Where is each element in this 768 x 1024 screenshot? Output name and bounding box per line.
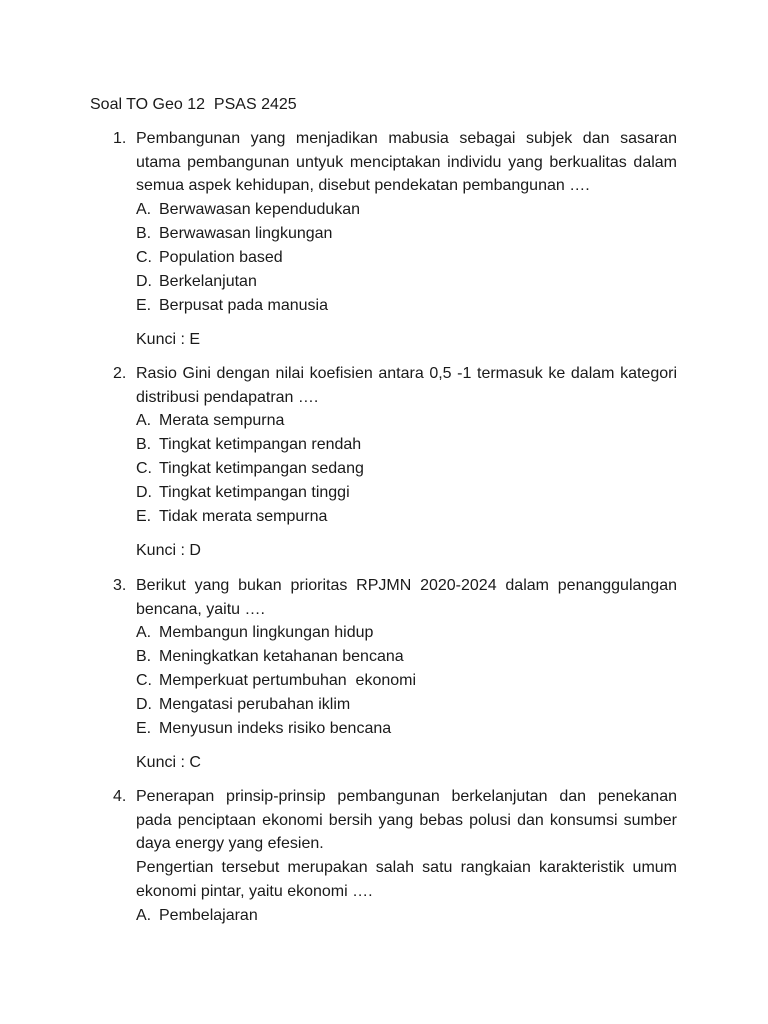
option-letter: A. [136, 906, 152, 924]
option-letter: D. [136, 273, 152, 291]
answer-key: Kunci : C [136, 754, 201, 772]
option-a [136, 621, 677, 645]
option-text: Meningkatkan ketahanan bencana [159, 648, 404, 666]
question-text: Berikut yang bukan prioritas RPJMN 2020-2024 dalam penanggulangan bencana, yaitu …. [136, 577, 677, 618]
option-b [136, 645, 677, 669]
question-body [136, 574, 677, 775]
question-text-continued: Pengertian tersebut merupakan salah satu rangkaian karakteristik umum ekonomi pintar, yaitu ekonomi …. [136, 859, 677, 900]
option-letter: A. [136, 412, 152, 430]
option-letter: D. [136, 696, 152, 714]
option-text: Memperkuat pertumbuhan ekonomi [159, 672, 417, 690]
question-body [136, 127, 677, 352]
question-text: Penerapan prinsip-prinsip pembangunan berkelanjutan dan penekanan pada penciptaan ekonomi bersih yang bebas polusi dan konsumsi sumber daya energy yang efesien. [136, 788, 677, 853]
option-text: Tidak merata sempurna [159, 508, 328, 526]
option-letter: B. [136, 225, 152, 243]
option-letter: A. [136, 201, 152, 219]
answer-key: Kunci : D [136, 542, 201, 560]
question-number: 3. [113, 577, 127, 594]
option-a [136, 198, 677, 222]
option-letter: E. [136, 297, 152, 315]
question-text: Pembangunan yang menjadikan mabusia sebagai subjek dan sasaran utama pembangunan untyuk menciptakan individu yang berkualitas dalam semua aspek kehidupan, disebut pendekatan pembangunan …. [136, 130, 677, 195]
option-e [136, 505, 677, 529]
option-letter: B. [136, 648, 152, 666]
option-list [136, 409, 677, 529]
option-text: Berwawasan kependudukan [159, 201, 361, 219]
option-letter: E. [136, 720, 152, 738]
option-d [136, 481, 677, 505]
question-body [136, 362, 677, 563]
option-text: Berpusat pada manusia [159, 297, 328, 315]
question-number: 4. [113, 788, 127, 805]
document-title: Soal TO Geo 12 PSAS 2425 [90, 96, 297, 113]
option-text: Mengatasi perubahan iklim [159, 696, 351, 714]
option-text: Pembelajaran [159, 906, 258, 924]
answer-key: Kunci : E [136, 331, 201, 349]
option-b [136, 222, 677, 246]
option-c [136, 246, 677, 270]
question-text: Rasio Gini dengan nilai koefisien antara 0,5 -1 termasuk ke dalam kategori distribusi pendapatran …. [136, 365, 677, 406]
option-letter: B. [136, 436, 152, 454]
option-text: Menyusun indeks risiko bencana [159, 720, 392, 738]
option-text: Merata sempurna [159, 412, 285, 430]
option-text: Membangun lingkungan hidup [159, 624, 374, 642]
option-letter: C. [136, 249, 152, 267]
option-text: Population based [159, 249, 283, 267]
question-number: 2. [113, 365, 127, 382]
question-number: 1. [113, 130, 127, 147]
option-e [136, 294, 677, 318]
option-text: Tingkat ketimpangan rendah [159, 436, 362, 454]
option-text: Berkelanjutan [159, 273, 257, 291]
option-e [136, 717, 677, 741]
option-d [136, 693, 677, 717]
option-letter: C. [136, 672, 152, 690]
option-b [136, 433, 677, 457]
option-c [136, 669, 677, 693]
option-list [136, 621, 677, 741]
option-text: Tingkat ketimpangan tinggi [159, 484, 350, 502]
option-letter: A. [136, 624, 152, 642]
option-letter: D. [136, 484, 152, 502]
option-letter: C. [136, 460, 152, 478]
option-a [136, 409, 677, 433]
option-letter: E. [136, 508, 152, 526]
option-a [136, 904, 677, 928]
question-body [136, 785, 677, 928]
option-c [136, 457, 677, 481]
option-list [136, 198, 677, 318]
option-d [136, 270, 677, 294]
option-text: Berwawasan lingkungan [159, 225, 333, 243]
option-text: Tingkat ketimpangan sedang [159, 460, 364, 478]
option-list [136, 904, 677, 928]
